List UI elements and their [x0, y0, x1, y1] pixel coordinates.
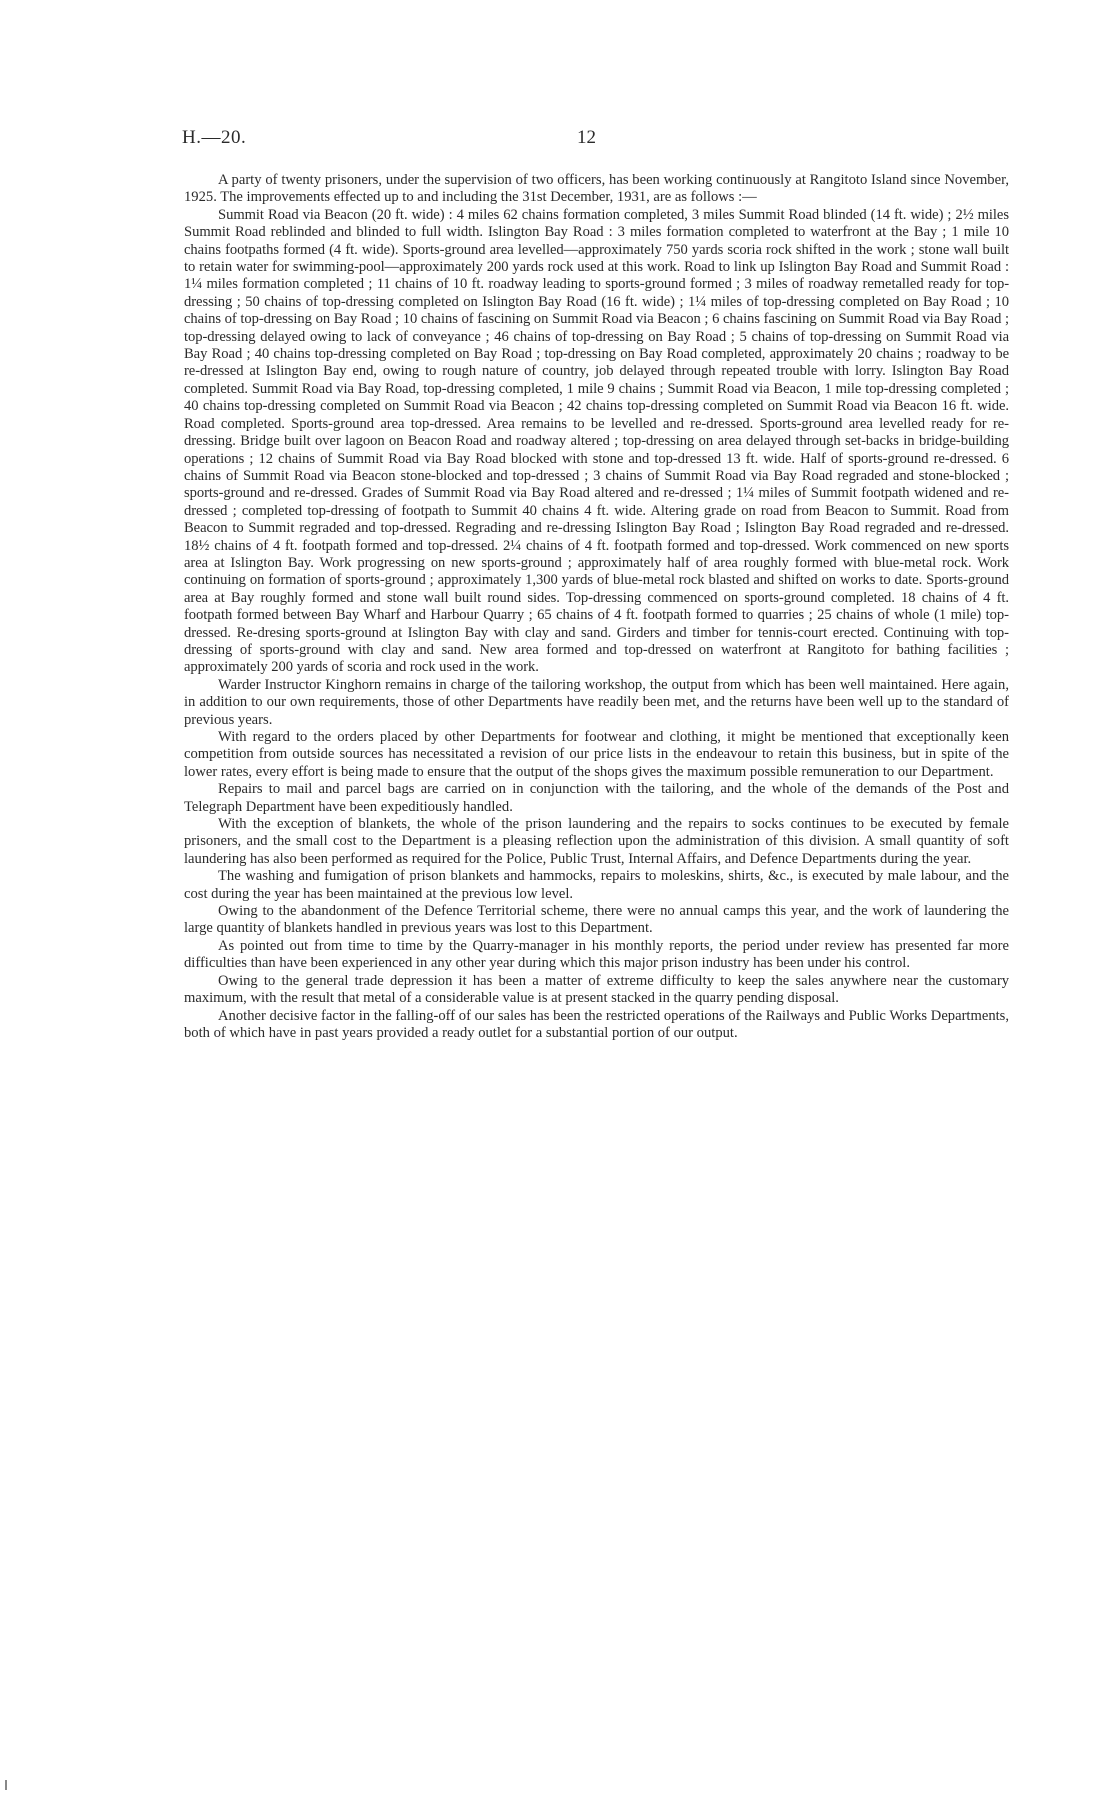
paragraph-tailoring: Warder Instructor Kinghorn remains in charge of the tailoring workshop, the output from which has been well maintained. Here again, in addition to our own requirements, those of other Departments have readily been met, and the returns have been well up to the standard of previous years. — [184, 676, 1009, 728]
paragraph-rangitoto-intro: A party of twenty prisoners, under the supervision of two officers, has been working continuously at Rangitoto Island since November, 1925. The improvements effected up to and including the 31st December, 1931, are as follows :— — [184, 172, 1009, 206]
paragraph-mail-bags: Repairs to mail and parcel bags are carried on in conjunction with the tailoring, and the whole of the demands of the Post and Telegraph Department have been expeditiously handled. — [184, 781, 1009, 815]
paragraph-blankets: The washing and fumigation of prison blankets and hammocks, repairs to moleskins, shirts, &c., is executed by male labour, and the cost during the year has been maintained at the previous low level. — [184, 868, 1009, 902]
paragraph-laundering: With the exception of blankets, the whole of the prison laundering and the repairs to socks continues to be executed by female prisoners, and the small cost to the Department is a pleasing reflection upon the administration of this division. A small quantity of soft laundering has also been performed as required for the Police, Public Trust, Internal Affairs, and Defence Departments during the year. — [184, 816, 1009, 867]
paragraph-sales-falling-off: Another decisive factor in the falling-off of our sales has been the restricted operations of the Railways and Public Works Departments, both of which have in past years provided a ready outlet for a substantial portion of our output. — [184, 1007, 1009, 1041]
document-body — [184, 172, 1009, 1042]
report-reference: H.—20. — [182, 127, 247, 148]
paragraph-quarry-manager: As pointed out from time to time by the Quarry-manager in his monthly reports, the period under review has presented far more difficulties than have been experienced in any other year during which this major prison industry has been under his control. — [184, 937, 1009, 972]
page-number: 12 — [577, 127, 596, 148]
paragraph-trade-depression: Owing to the general trade depression it has been a matter of extreme difficulty to keep the sales anywhere near the customary maximum, with the result that metal of a considerable value is at present stacked in the quarry pending disposal. — [184, 972, 1009, 1007]
paragraph-road-works: Summit Road via Beacon (20 ft. wide) : 4 miles 62 chains formation completed, 3 miles Summit Road blinded (14 ft. wide) ; 2½ miles Summit Road reblinded and blinded to full width. Islington Bay Road : 3 miles formation completed to waterfront at the Bay ; 1 mile 10 chains footpaths formed (4 ft. wide). Sports-ground area levelled—approximately 750 yards scoria rock shifted in the work ; stone wall built to retain water for swimming-pool—approximately 200 yards rock used at this work. Road to link up Islington Bay Road and Summit Road : 1¼ miles formation completed ; 11 chains of 10 ft. roadway leading to sports-ground formed ; 3 miles of roadway remetalled ready for top-dressing ; 50 chains of top-dressing completed on Islington Bay Road (16 ft. wide) ; 1¼ miles of top-dressing completed on Bay Road ; 10 chains of top-dressing on Bay Road ; 10 chains of fascining on Summit Road via Beacon ; 6 chains fascining on Summit Road via Bay Road ; top-dressing delayed owing to lack of conveyance ; 46 chains of top-dressing on Bay Road ; 5 chains of top-dressing on Summit Road via Bay Road ; 40 chains top-dressing completed on Bay Road ; top-dressing on Bay Road completed, approximately 20 chains ; roadway to be re-dressed at Islington Bay end, owing to rough nature of country, job delayed through repeated trouble with lorry. Islington Bay Road completed. Summit Road via Bay Road, top-dressing completed, 1 mile 9 chains ; Summit Road via Beacon, 1 mile top-dressing completed ; 40 chains top-dressing completed on Summit Road via Beacon ; 42 chains top-dressing completed on Summit Road via Beacon 16 ft. wide. Road completed. Sports-ground area top-dressed. Area remains to be levelled and re-dressed. Sports-ground area levelled ready for re-dressing. Bridge built over lagoon on Beacon Road and roadway altered ; top-dressing on area delayed through set-backs in bridge-building operations ; 12 chains of Summit Road via Bay Road blocked with stone and top-dressed 13 ft. wide. Half of sports-ground re-dressed. 6 chains of Summit Road via Beacon stone-blocked and top-dressed ; 3 chains of Summit Road via Bay Road regraded and stone-blocked ; sports-ground and re-dressed. Grades of Summit Road via Bay Road altered and re-dressed ; 1¼ miles of Summit footpath widened and re-dressed ; completed top-dressing of footpath to Summit 40 chains 4 ft. wide. Altering grade on road from Beacon to Summit. Road from Beacon to Summit regraded and top-dressed. Regrading and re-dressing Islington Bay Road ; Islington Bay Road regraded and re-dressed. 18½ chains of 4 ft. footpath formed and top-dressed. 2¼ chains of 4 ft. footpath formed and top-dressed. Work commenced on new sports area at Islington Bay. Work progressing on new sports-ground ; approximately half of area roughly formed with blue-metal rock. Work continuing on formation of sports-ground ; approximately 1,300 yards of blue-metal rock blasted and shifted on works to date. Sports-ground area at Bay roughly formed and stone wall built round sides. Top-dressing commenced on sports-ground completed. 18 chains of 4 ft. footpath formed between Bay Wharf and Harbour Quarry ; 65 chains of 4 ft. footpath formed to quarries ; 25 chains of whole (1 mile) top-dressed. Re-dresing sports-ground at Islington Bay with clay and sand. Girders and timber for tennis-court erected. Continuing with top-dressing of sports-ground with clay and sand. New area formed and top-dressed on waterfront at Rangitoto for bathing facilities ; approximately 200 yards of scoria and rock used in the work. — [184, 206, 1009, 676]
paragraph-footwear-clothing: With regard to the orders placed by other Departments for footwear and clothing, it might be mentioned that exceptionally keen competition from outside sources has necessitated a revision of our price lists in the endeavour to retain this business, but in spite of the lower rates, every effort is being made to ensure that the output of the shops gives the maximum possible remuneration to our Department. — [184, 729, 1009, 780]
page-header — [182, 127, 602, 157]
paragraph-territorial-scheme: Owing to the abandonment of the Defence Territorial scheme, there were no annual camps this year, and the work of laundering the large quantity of blankets handled in previous years was lost to this Department. — [184, 903, 1009, 937]
margin-mark — [5, 1780, 7, 1790]
